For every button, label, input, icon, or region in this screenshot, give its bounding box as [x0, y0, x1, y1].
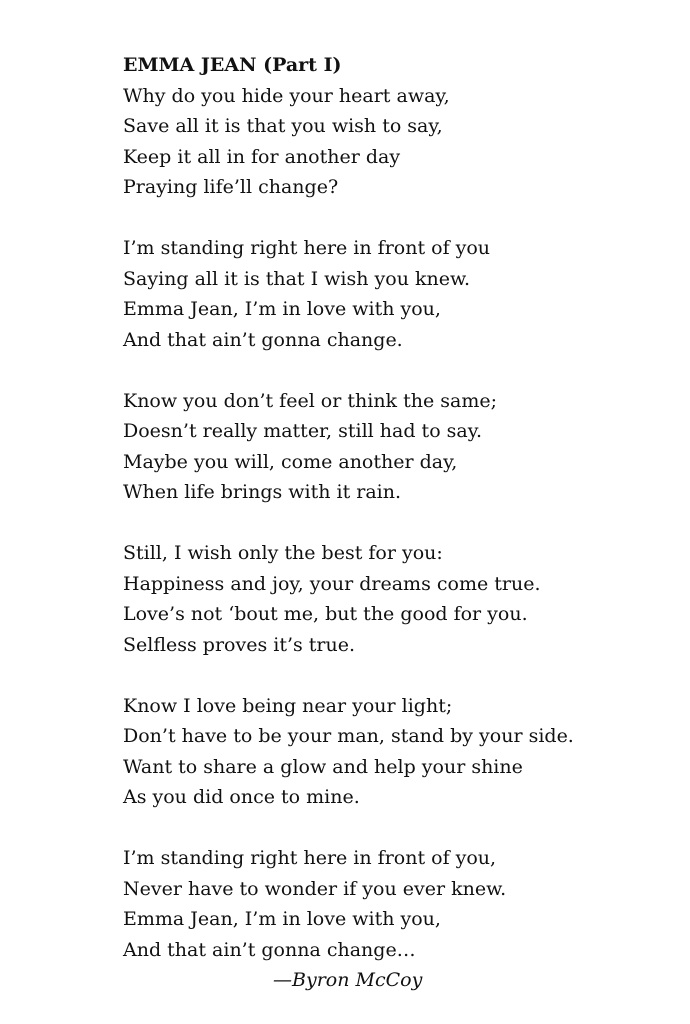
poem-line: When life brings with it rain. — [123, 481, 402, 503]
poem — [123, 50, 663, 996]
stanza-6 — [123, 843, 663, 996]
poem-line: And that ain’t gonna change… — [123, 938, 416, 961]
poem-line: Saying all it is that I wish you knew. — [123, 267, 471, 290]
poem-line: Save all it is that you wish to say, — [123, 115, 443, 137]
poem-line: As you did once to mine. — [123, 786, 360, 808]
poem-line: Know I love being near your light; — [123, 694, 453, 717]
poem-line: Praying life’ll change? — [123, 176, 339, 198]
poem-line: Know you don’t feel or think the same; — [123, 389, 498, 412]
poem-line: Emma Jean, I’m in love with you, — [123, 908, 441, 930]
author-signature: —Byron McCoy — [273, 969, 423, 991]
stanza-4 — [123, 538, 663, 660]
poem-line: Selfless proves it’s true. — [123, 633, 356, 656]
poem-line: Emma Jean, I’m in love with you, — [123, 298, 441, 320]
stanza-3 — [123, 386, 663, 508]
poem-line: Never have to wonder if you ever knew. — [123, 877, 507, 900]
poem-line: Maybe you will, come another day, — [123, 450, 458, 473]
poem-line: Doesn’t really matter, still had to say. — [123, 420, 482, 442]
poem-title: EMMA JEAN (Part I) — [123, 54, 342, 76]
poem-line: I’m standing right here in front of you — [123, 237, 491, 259]
poem-line: Keep it all in for another day — [123, 145, 401, 168]
stanza-1 — [123, 81, 663, 203]
poem-line: Why do you hide your heart away, — [123, 84, 450, 107]
stanza-5 — [123, 691, 663, 813]
poem-line: And that ain’t gonna change. — [123, 328, 403, 351]
poem-line: Don’t have to be your man, stand by your side. — [123, 725, 574, 747]
poem-line: Happiness and joy, your dreams come true. — [123, 572, 541, 595]
poem-line: Still, I wish only the best for you: — [123, 542, 443, 564]
poem-line: Love’s not ‘bout me, but the good for you. — [123, 603, 528, 625]
stanza-2 — [123, 233, 663, 355]
poem-line: Want to share a glow and help your shine — [123, 755, 523, 778]
poem-line: I’m standing right here in front of you, — [123, 847, 497, 869]
